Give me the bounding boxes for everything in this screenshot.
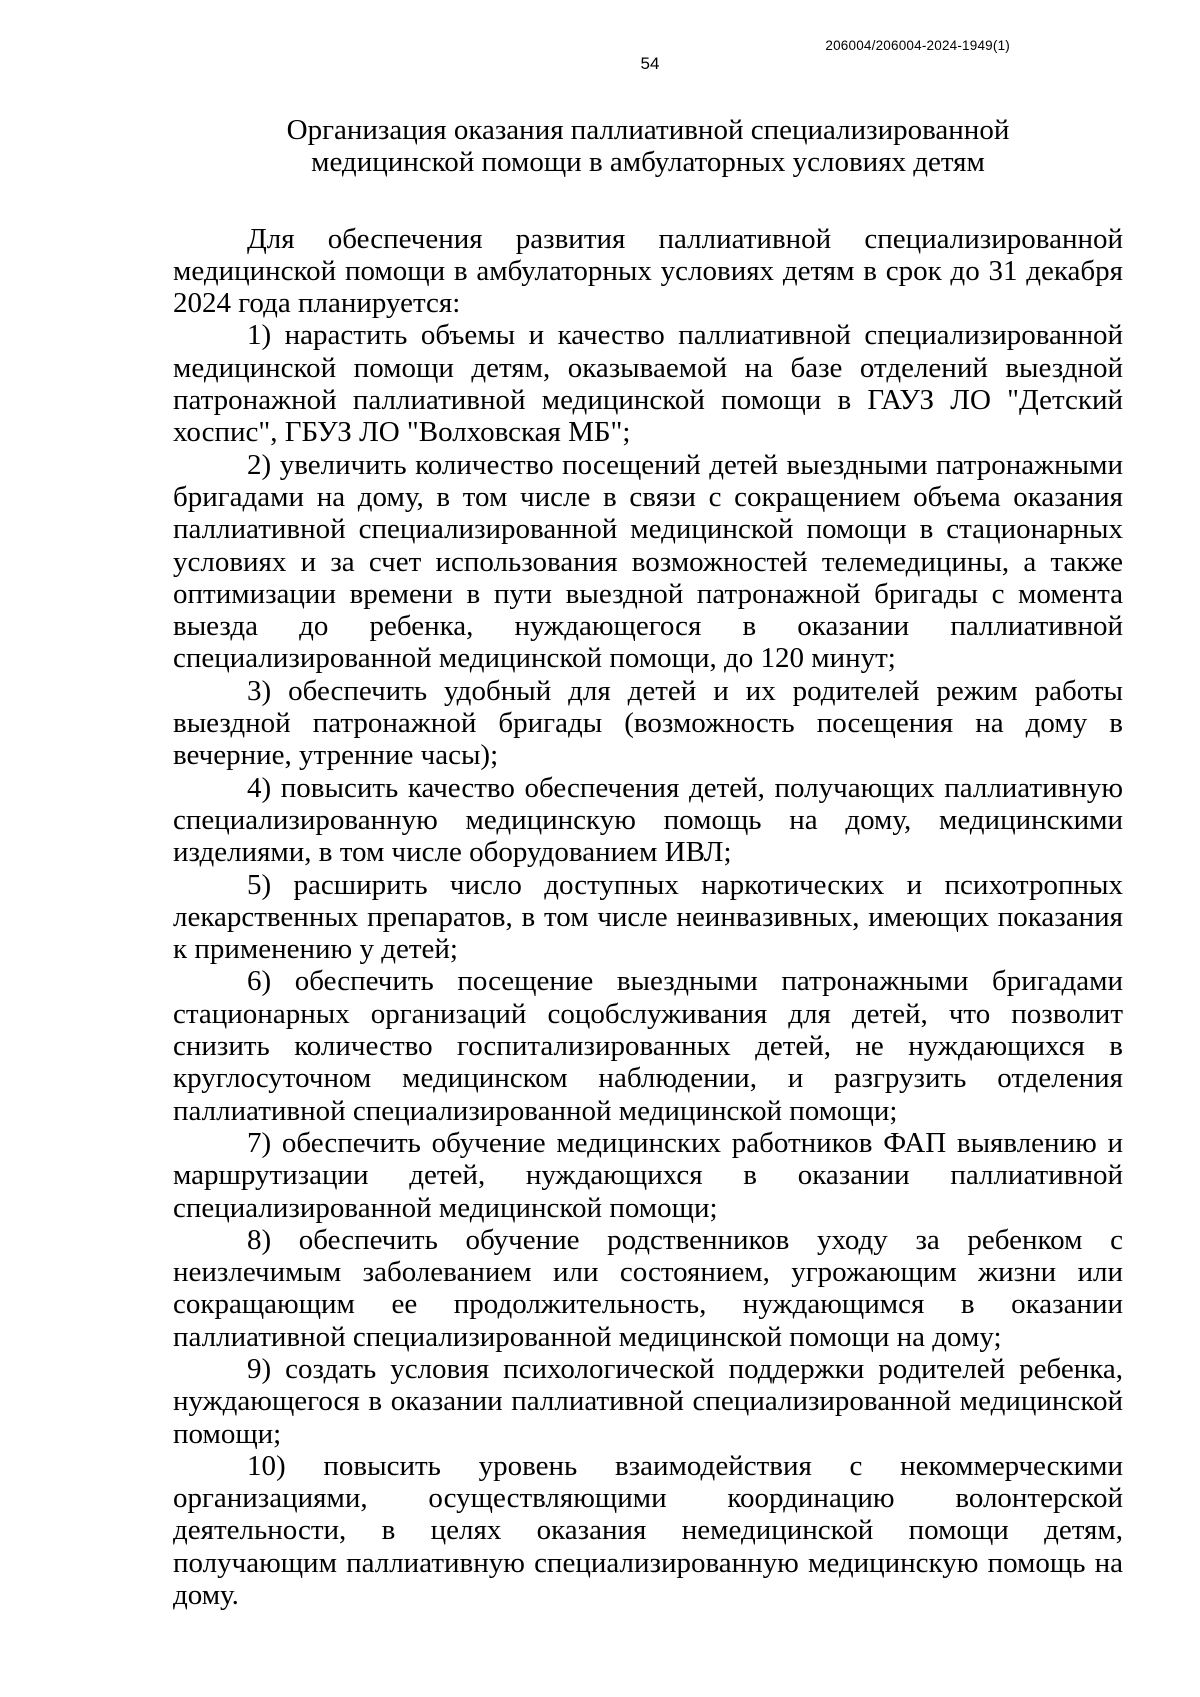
list-item-3: 3) обеспечить удобный для детей и их родителей режим работы выездной патронажной бригады (возможность посещения на дому в вечерние, утренние часы); (173, 674, 1123, 772)
list-item-4: 4) повысить качество обеспечения детей, получающих паллиативную специализированную медицинскую помощь на дому, медицинскими изделиями, в том числе оборудованием ИВЛ; (173, 771, 1123, 869)
list-item-9: 9) создать условия психологической поддержки родителей ребенка, нуждающегося в оказании паллиативной специализированной медицинской помощи; (173, 1352, 1123, 1450)
document-code: 206004/206004-2024-1949(1) (825, 38, 1010, 53)
list-item-8: 8) обеспечить обучение родственников уходу за ребенком с неизлечимым заболеванием или состоянием, угрожающим жизни или сокращающим ее продолжительность, нуждающимся в оказании паллиативной специализированной медицинской помощи на дому; (173, 1223, 1123, 1353)
document-body (173, 114, 1123, 1611)
page-number: 54 (640, 54, 660, 73)
section-title-line-1: Организация оказания паллиативной специализированной (286, 114, 1010, 146)
list-item-6: 6) обеспечить посещение выездными патронажными бригадами стационарных организаций соцобслуживания для детей, что позволит снизить количество госпитализированных детей, не нуждающихся в круглосуточном медицинском наблюдении, и разгрузить отделения паллиативной специализированной медицинской помощи; (173, 965, 1123, 1127)
list-item-2: 2) увеличить количество посещений детей выездными патронажными бригадами на дому, в том числе в связи с сокращением объема оказания паллиативной специализированной медицинской помощи в стационарных условиях и за счет использования возможностей телемедицины, а также оптимизации времени в пути выездной патронажной бригады с момента выезда до ребенка, нуждающегося в оказании паллиативной специализированной медицинской помощи, до 120 минут; (173, 448, 1123, 675)
list-item-1: 1) нарастить объемы и качество паллиативной специализированной медицинской помощи детям, оказываемой на базе отделений выездной патронажной паллиативной медицинской помощи в ГАУЗ ЛО "Детский хоспис", ГБУЗ ЛО "Волховская МБ"; (173, 319, 1123, 449)
section-title (173, 114, 1123, 179)
section-title-line-2: медицинской помощи в амбулаторных условиях детям (311, 146, 985, 179)
list-item-5: 5) расширить число доступных наркотических и психотропных лекарственных препаратов, в том числе неинвазивных, имеющих показания к применению у детей; (173, 868, 1123, 966)
list-item-7: 7) обеспечить обучение медицинских работников ФАП выявлению и маршрутизации детей, нуждающихся в оказании паллиативной специализированной медицинской помощи; (173, 1126, 1123, 1224)
list-item-10: 10) повысить уровень взаимодействия с некоммерческими организациями, осуществляющими координацию волонтерской деятельности, в целях оказания немедицинской помощи детям, получающим паллиативную специализированную медицинскую помощь на дому. (173, 1449, 1123, 1612)
intro-paragraph: Для обеспечения развития паллиативной специализированной медицинской помощи в амбулаторных условиях детям в срок до 31 декабря 2024 года планируется: (173, 222, 1123, 320)
